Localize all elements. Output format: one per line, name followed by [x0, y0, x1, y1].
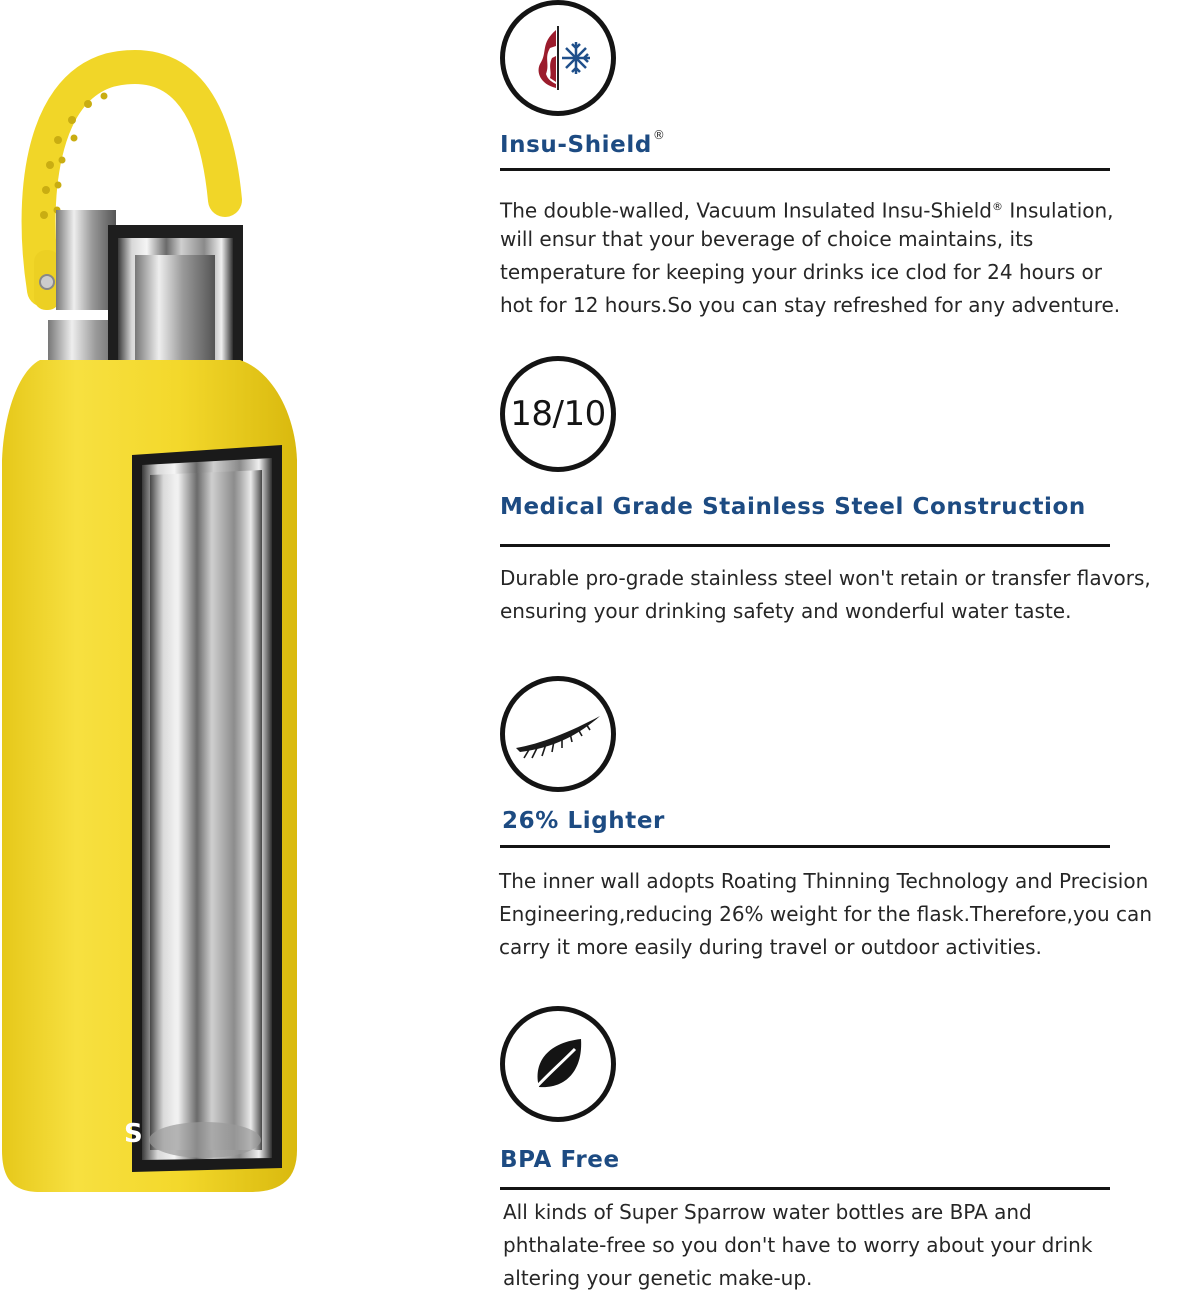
- feature-title-bpa-free: BPA Free: [500, 1147, 620, 1173]
- hot-cold-icon: [500, 0, 616, 116]
- divider: [500, 1187, 1110, 1190]
- bottle-illustration: [0, 0, 330, 1293]
- leaf-icon: [500, 1006, 616, 1122]
- feather-icon: [500, 676, 616, 792]
- feature-title-lighter: 26% Lighter: [502, 808, 665, 834]
- divider: [500, 168, 1110, 171]
- bottle-brand-letter: S: [124, 1119, 143, 1149]
- feature-title-stainless-steel: Medical Grade Stainless Steel Construction: [500, 494, 1086, 520]
- feature-title-insu-shield: Insu-Shield®: [500, 128, 666, 158]
- feature-description-stainless-steel: Durable pro-grade stainless steel won't retain or transfer flavors, ensuring your drinking safety and wonderful water taste.: [500, 566, 1151, 623]
- steel-grade-icon: [500, 356, 616, 472]
- feature-description-insu-shield: The double-walled, Vacuum Insulated Insu-Shield® Insulation, will ensur that your beverage of choice maintains, its temperature for keeping your drinks ice clod for 24 hours or hot for 12 hours.So you can stay refreshed for any adventure.: [500, 198, 1121, 317]
- feature-description-bpa-free: All kinds of Super Sparrow water bottles are BPA and phthalate-free so you don't have to worry about your drink altering your genetic make-up.: [503, 1200, 1093, 1290]
- bottle-cutaway-image: [0, 0, 330, 1293]
- steel-grade-label: 18/10: [510, 394, 606, 434]
- feature-description-lighter: The inner wall adopts Roating Thinning Technology and Precision Engineering,reducing 26% weight for the flask.Therefore,you can carry it more easily during travel or outdoor activities.: [499, 869, 1152, 959]
- divider: [500, 845, 1110, 848]
- divider: [500, 544, 1110, 547]
